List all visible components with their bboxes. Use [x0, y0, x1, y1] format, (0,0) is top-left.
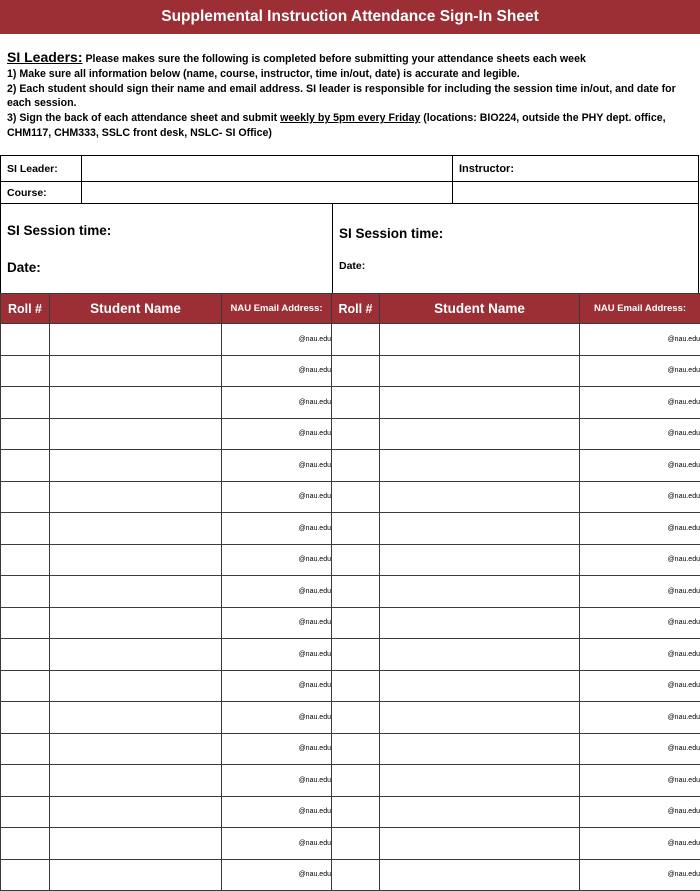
- student-name-cell[interactable]: [380, 481, 580, 513]
- roll-cell[interactable]: [332, 576, 380, 608]
- student-name-cell[interactable]: [380, 324, 580, 356]
- email-cell[interactable]: @nau.edu: [222, 765, 332, 797]
- roll-cell[interactable]: [332, 670, 380, 702]
- email-cell[interactable]: @nau.edu: [222, 324, 332, 356]
- student-name-cell[interactable]: [50, 765, 222, 797]
- student-name-cell[interactable]: [50, 513, 222, 545]
- header-email-right: NAU Email Address:: [580, 294, 700, 324]
- roll-cell[interactable]: [1, 450, 50, 482]
- roll-cell[interactable]: [1, 607, 50, 639]
- student-name-cell[interactable]: [50, 702, 222, 734]
- student-name-cell[interactable]: [50, 387, 222, 419]
- email-cell[interactable]: @nau.edu: [580, 387, 700, 419]
- table-row: [1, 324, 700, 356]
- table-row: [1, 670, 700, 702]
- email-cell[interactable]: @nau.edu: [222, 702, 332, 734]
- instruction-item-3-post: (locations: BIO224, outside the PHY dept. office, CHM117, CHM333, SSLC front desk, NSLC- SI Office): [7, 112, 666, 139]
- roll-cell[interactable]: [332, 355, 380, 387]
- roll-cell[interactable]: [1, 387, 50, 419]
- student-name-cell[interactable]: [380, 765, 580, 797]
- table-row: [1, 733, 700, 765]
- right-date-label: Date:: [339, 260, 365, 272]
- table-row: [1, 450, 700, 482]
- roll-cell[interactable]: [332, 859, 380, 891]
- email-cell[interactable]: @nau.edu: [222, 355, 332, 387]
- table-row: [1, 607, 700, 639]
- email-cell[interactable]: @nau.edu: [580, 418, 700, 450]
- course-label: Course:: [1, 182, 81, 204]
- student-name-cell[interactable]: [50, 324, 222, 356]
- email-cell[interactable]: @nau.edu: [222, 670, 332, 702]
- email-cell[interactable]: @nau.edu: [580, 796, 700, 828]
- email-cell[interactable]: @nau.edu: [222, 607, 332, 639]
- email-cell[interactable]: @nau.edu: [222, 828, 332, 860]
- roll-cell[interactable]: [332, 544, 380, 576]
- si-leader-label: SI Leader:: [1, 156, 81, 182]
- roll-cell[interactable]: [332, 450, 380, 482]
- student-name-cell[interactable]: [50, 796, 222, 828]
- header-student-name-right: Student Name: [380, 294, 580, 324]
- attendance-table: [0, 293, 700, 891]
- email-cell[interactable]: @nau.edu: [222, 859, 332, 891]
- table-row: [1, 513, 700, 545]
- email-cell[interactable]: @nau.edu: [580, 607, 700, 639]
- divider: [332, 204, 333, 294]
- left-session-time-label: SI Session time:: [7, 223, 111, 238]
- roll-cell[interactable]: [332, 702, 380, 734]
- student-name-cell[interactable]: [380, 418, 580, 450]
- student-name-cell[interactable]: [50, 418, 222, 450]
- table-row: [1, 796, 700, 828]
- student-name-cell[interactable]: [380, 639, 580, 671]
- instructions-intro: Please makes sure the following is completed before submitting your attendance sheets each week: [85, 53, 585, 65]
- roll-cell[interactable]: [1, 639, 50, 671]
- roll-cell[interactable]: [1, 513, 50, 545]
- roll-cell[interactable]: [1, 859, 50, 891]
- email-cell[interactable]: @nau.edu: [222, 576, 332, 608]
- table-header-row: [1, 294, 700, 324]
- student-name-cell[interactable]: [50, 670, 222, 702]
- roll-cell[interactable]: [1, 765, 50, 797]
- table-row: [1, 828, 700, 860]
- table-row: [1, 576, 700, 608]
- roll-cell[interactable]: [332, 387, 380, 419]
- email-cell[interactable]: @nau.edu: [580, 765, 700, 797]
- table-row: [1, 481, 700, 513]
- student-name-cell[interactable]: [50, 639, 222, 671]
- email-cell[interactable]: @nau.edu: [222, 513, 332, 545]
- email-cell[interactable]: @nau.edu: [580, 324, 700, 356]
- roll-cell[interactable]: [332, 733, 380, 765]
- email-cell[interactable]: @nau.edu: [222, 418, 332, 450]
- instruction-item-1: 1) Make sure all information below (name, course, instructor, time in/out, date) is accurate and legible.: [7, 67, 695, 82]
- instruction-item-2: 2) Each student should sign their name and email address. SI leader is responsible for including the session time in/out, and date for each session.: [7, 82, 695, 112]
- instructions: [7, 50, 695, 141]
- student-name-cell[interactable]: [50, 355, 222, 387]
- student-name-cell[interactable]: [380, 576, 580, 608]
- roll-cell[interactable]: [1, 544, 50, 576]
- student-name-cell[interactable]: [50, 544, 222, 576]
- roll-cell[interactable]: [1, 796, 50, 828]
- roll-cell[interactable]: [1, 355, 50, 387]
- email-cell[interactable]: @nau.edu: [580, 544, 700, 576]
- left-date-label: Date:: [7, 260, 41, 275]
- header-email-left: NAU Email Address:: [222, 294, 332, 324]
- instruction-item-3-pre: 3) Sign the back of each attendance sheet and submit: [7, 112, 280, 124]
- roll-cell[interactable]: [1, 702, 50, 734]
- sheet-title: Supplemental Instruction Attendance Sign-In Sheet: [0, 0, 700, 34]
- email-cell[interactable]: @nau.edu: [580, 513, 700, 545]
- student-name-cell[interactable]: [380, 670, 580, 702]
- email-cell[interactable]: @nau.edu: [222, 733, 332, 765]
- divider: [81, 156, 82, 204]
- instruction-deadline: weekly by 5pm every Friday: [280, 112, 420, 124]
- table-row: [1, 355, 700, 387]
- roll-cell[interactable]: [332, 796, 380, 828]
- roll-cell[interactable]: [1, 828, 50, 860]
- email-cell[interactable]: @nau.edu: [580, 828, 700, 860]
- student-name-cell[interactable]: [50, 859, 222, 891]
- info-section: [0, 155, 699, 294]
- student-name-cell[interactable]: [380, 733, 580, 765]
- divider: [1, 203, 698, 204]
- email-cell[interactable]: @nau.edu: [222, 450, 332, 482]
- header-student-name-left: Student Name: [50, 294, 222, 324]
- roll-cell[interactable]: [1, 670, 50, 702]
- instructions-lead: SI Leaders:: [7, 49, 82, 65]
- table-row: [1, 702, 700, 734]
- roll-cell[interactable]: [332, 324, 380, 356]
- divider: [452, 156, 453, 204]
- roll-cell[interactable]: [332, 828, 380, 860]
- roll-cell[interactable]: [1, 733, 50, 765]
- header-roll-left: Roll #: [1, 294, 50, 324]
- roll-cell[interactable]: [332, 418, 380, 450]
- roll-cell[interactable]: [332, 765, 380, 797]
- email-cell[interactable]: @nau.edu: [222, 639, 332, 671]
- email-cell[interactable]: @nau.edu: [580, 355, 700, 387]
- roll-cell[interactable]: [1, 324, 50, 356]
- table-row: [1, 765, 700, 797]
- table-row: [1, 387, 700, 419]
- roll-cell[interactable]: [1, 481, 50, 513]
- instruction-item-3: [7, 111, 695, 141]
- student-name-cell[interactable]: [380, 544, 580, 576]
- email-cell[interactable]: @nau.edu: [580, 733, 700, 765]
- instructor-label[interactable]: Instructor:: [453, 156, 698, 182]
- email-cell[interactable]: @nau.edu: [580, 639, 700, 671]
- student-name-cell[interactable]: [380, 355, 580, 387]
- roll-cell[interactable]: [1, 418, 50, 450]
- student-name-cell[interactable]: [50, 576, 222, 608]
- table-row: [1, 544, 700, 576]
- email-cell[interactable]: @nau.edu: [580, 576, 700, 608]
- right-session-time-label: SI Session time:: [339, 226, 443, 241]
- student-name-cell[interactable]: [380, 387, 580, 419]
- email-cell[interactable]: @nau.edu: [580, 481, 700, 513]
- course-field[interactable]: [82, 182, 452, 204]
- divider: [1, 181, 698, 182]
- roll-cell[interactable]: [1, 576, 50, 608]
- email-cell[interactable]: @nau.edu: [222, 387, 332, 419]
- table-row: [1, 639, 700, 671]
- email-cell[interactable]: @nau.edu: [222, 544, 332, 576]
- roll-cell[interactable]: [332, 513, 380, 545]
- si-leader-field[interactable]: [82, 156, 452, 182]
- student-name-cell[interactable]: [50, 828, 222, 860]
- student-name-cell[interactable]: [380, 607, 580, 639]
- table-row: [1, 418, 700, 450]
- student-name-cell[interactable]: [380, 450, 580, 482]
- student-name-cell[interactable]: [50, 481, 222, 513]
- roll-cell[interactable]: [332, 481, 380, 513]
- student-name-cell[interactable]: [50, 607, 222, 639]
- student-name-cell[interactable]: [380, 796, 580, 828]
- email-cell[interactable]: @nau.edu: [580, 702, 700, 734]
- email-cell[interactable]: @nau.edu: [580, 859, 700, 891]
- student-name-cell[interactable]: [380, 702, 580, 734]
- student-name-cell[interactable]: [50, 450, 222, 482]
- student-name-cell[interactable]: [50, 733, 222, 765]
- header-roll-right: Roll #: [332, 294, 380, 324]
- email-cell[interactable]: @nau.edu: [222, 481, 332, 513]
- table-row: [1, 859, 700, 891]
- roll-cell[interactable]: [332, 607, 380, 639]
- email-cell[interactable]: @nau.edu: [222, 796, 332, 828]
- student-name-cell[interactable]: [380, 513, 580, 545]
- roll-cell[interactable]: [332, 639, 380, 671]
- email-cell[interactable]: @nau.edu: [580, 450, 700, 482]
- email-cell[interactable]: @nau.edu: [580, 670, 700, 702]
- instructor-field[interactable]: [453, 182, 698, 204]
- student-name-cell[interactable]: [380, 828, 580, 860]
- student-name-cell[interactable]: [380, 859, 580, 891]
